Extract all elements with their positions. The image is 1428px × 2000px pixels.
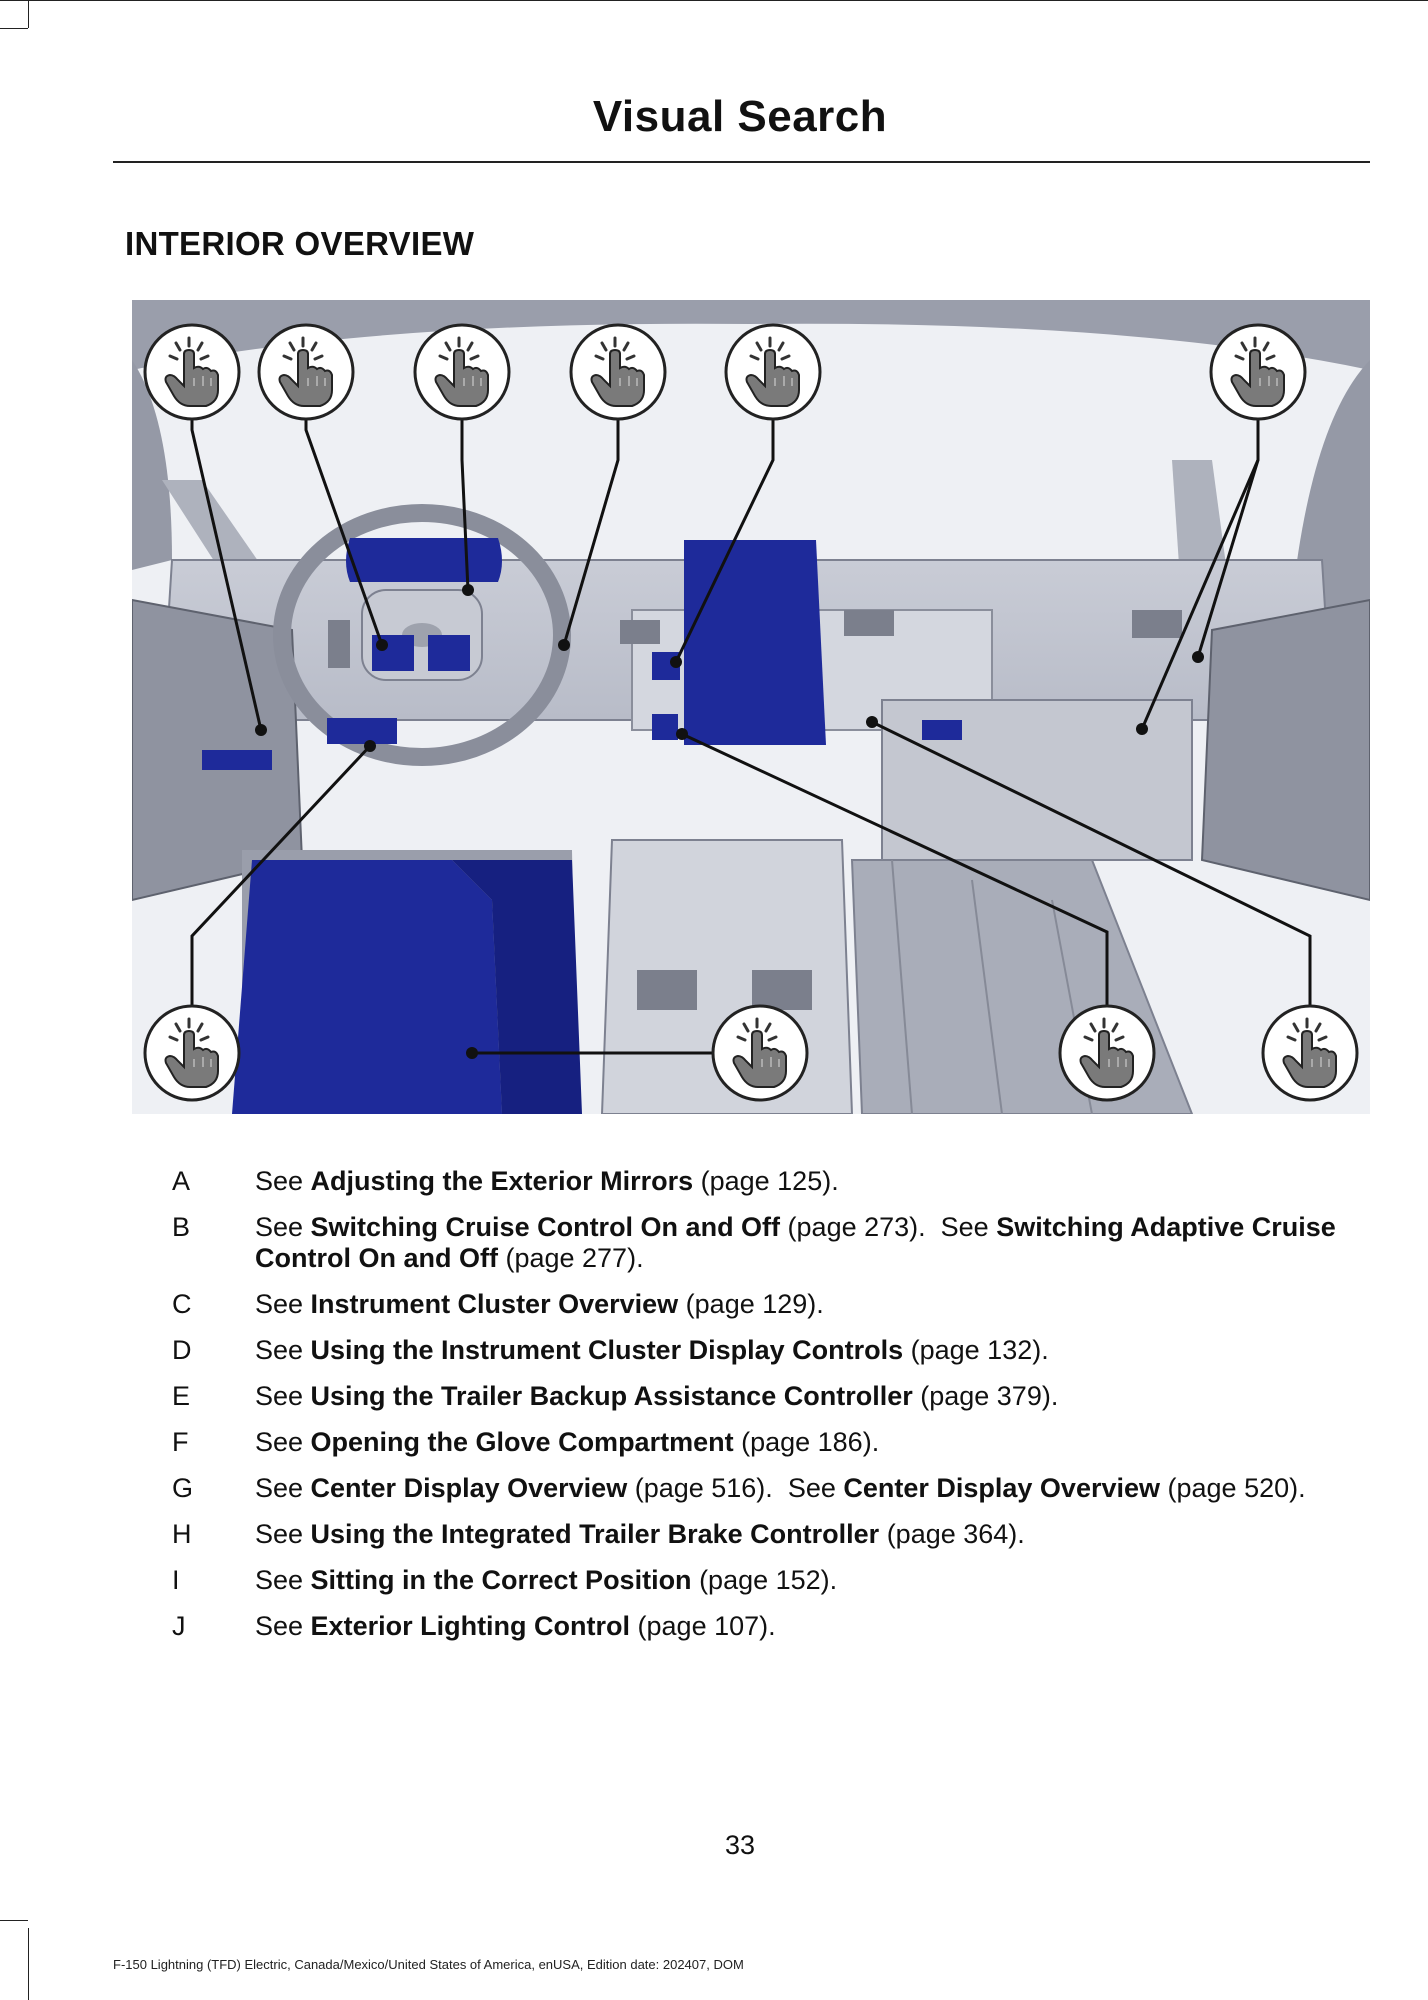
index-letter: D (172, 1335, 192, 1365)
index-letter: B (172, 1212, 191, 1242)
index-item-b: B See Switching Cruise Control On and Off (page 273). See Switching Adaptive Cruise Control On and Off (page 277). (172, 1212, 1336, 1273)
index-letter: A (172, 1166, 191, 1196)
touch-hand-icon (1211, 325, 1305, 419)
index-link[interactable]: Adjusting the Exterior Mirrors (310, 1166, 694, 1196)
touch-hand-icon (145, 1006, 239, 1100)
touch-hand-icon (1263, 1006, 1357, 1100)
index-letter: H (172, 1519, 192, 1549)
index-link[interactable]: Switching Cruise Control On and Off (310, 1212, 781, 1242)
index-link[interactable]: Using the Trailer Backup Assistance Controller (310, 1381, 913, 1411)
touch-hand-icon (259, 325, 353, 419)
index-item-e: E See Using the Trailer Backup Assistance Controller (page 379). (172, 1381, 1059, 1411)
touch-hand-icon (1060, 1006, 1154, 1100)
callout-index-list (172, 1166, 1372, 1657)
index-letter: C (172, 1289, 192, 1319)
section-heading: INTERIOR OVERVIEW (125, 225, 475, 262)
crop-mark (0, 1920, 28, 1921)
index-item-f: F See Opening the Glove Compartment (page 186). (172, 1427, 880, 1457)
index-link[interactable]: Exterior Lighting Control (310, 1611, 631, 1641)
crop-mark (28, 1928, 29, 2000)
index-link[interactable]: Center Display Overview (310, 1473, 628, 1503)
index-item-h: H See Using the Integrated Trailer Brake Controller (page 364). (172, 1519, 1025, 1549)
title-divider (113, 161, 1370, 163)
index-link[interactable]: Instrument Cluster Overview (310, 1289, 679, 1319)
crop-mark (0, 0, 1428, 1)
interior-overview-figure (132, 300, 1370, 1114)
touch-hand-icon (145, 325, 239, 419)
index-link[interactable]: Using the Instrument Cluster Display Controls (310, 1335, 904, 1365)
edition-footer: F-150 Lightning (TFD) Electric, Canada/Mexico/United States of America, enUSA, Edition date: 202407, DOM (113, 1957, 744, 1972)
index-item-i: I See Sitting in the Correct Position (page 152). (172, 1565, 838, 1595)
index-item-g: G See Center Display Overview (page 516). See Center Display Overview (page 520). (172, 1473, 1306, 1503)
index-letter: I (172, 1565, 180, 1595)
crop-mark (0, 28, 28, 29)
index-link[interactable]: Opening the Glove Compartment (310, 1427, 734, 1457)
index-item-j: J See Exterior Lighting Control (page 107). (172, 1611, 776, 1641)
touch-hand-icon (726, 325, 820, 419)
interior-illustration (132, 300, 1370, 1114)
index-letter: G (172, 1473, 194, 1503)
index-item-d: D See Using the Instrument Cluster Display Controls (page 132). (172, 1335, 1049, 1365)
index-link[interactable]: Switching Adaptive Cruise Control On and Off (255, 1212, 1336, 1273)
touch-hand-icon (571, 325, 665, 419)
index-link[interactable]: Center Display Overview (843, 1473, 1161, 1503)
page-number: 33 (724, 1830, 756, 1860)
index-letter: F (172, 1427, 189, 1457)
index-link[interactable]: Sitting in the Correct Position (310, 1565, 692, 1595)
index-letter: E (172, 1381, 191, 1411)
page-title: Visual Search (592, 92, 888, 141)
index-letter: J (172, 1611, 186, 1641)
touch-hand-icon (415, 325, 509, 419)
crop-mark (28, 0, 29, 28)
index-link[interactable]: Using the Integrated Trailer Brake Controller (310, 1519, 880, 1549)
index-item-a: A See Adjusting the Exterior Mirrors (page 125). (172, 1166, 839, 1196)
touch-hand-icon (713, 1006, 807, 1100)
index-item-c: C See Instrument Cluster Overview (page 129). (172, 1289, 824, 1319)
